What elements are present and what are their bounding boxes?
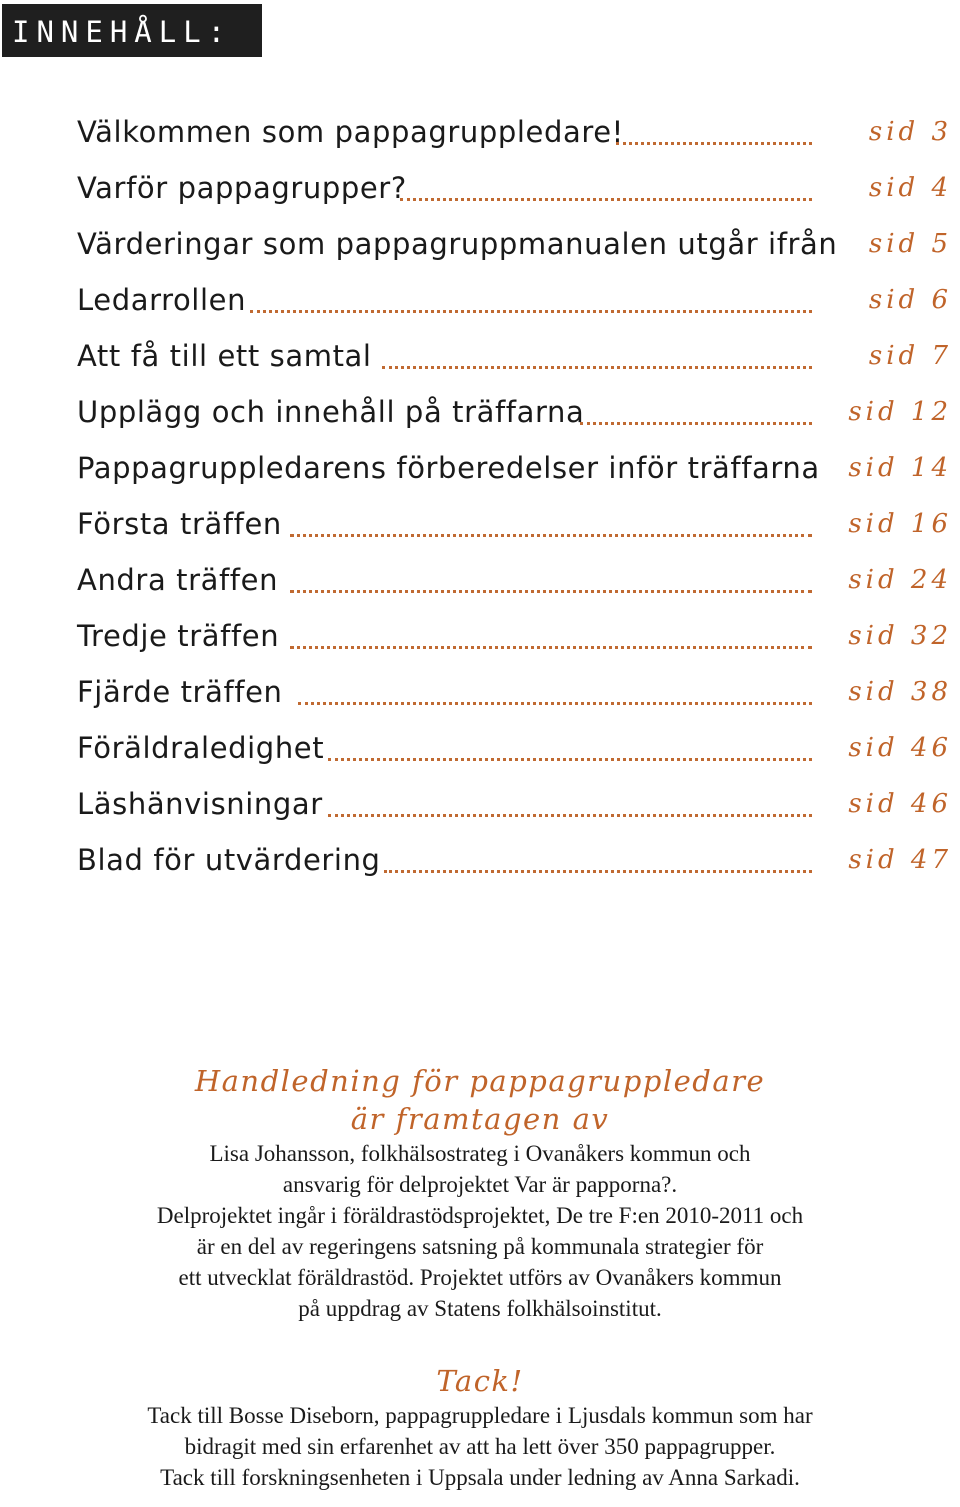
text-line: ett utvecklat föräldrastöd. Projektet utförs av Ovanåkers kommun [178, 1265, 782, 1290]
text-line: Delprojektet ingår i föräldrastödsprojektet, De tre F:en 2010-2011 och [156, 1203, 804, 1228]
thanks-text [0, 1400, 960, 1493]
text-line: Tack till Bosse Diseborn, pappagruppledare i Ljusdals kommun som har [147, 1403, 813, 1428]
toc-entry-page: sid 32 [848, 621, 952, 651]
toc-entry-title: Tredje träffen [77, 619, 280, 653]
toc-entry-page: sid 12 [848, 397, 952, 427]
toc-entry-title: Föräldraledighet [77, 731, 325, 765]
toc-entry-page: sid 38 [848, 677, 952, 707]
toc-entry-title: Pappagruppledarens förberedelser inför träffarna [77, 451, 820, 485]
toc-entry-page: sid 7 [868, 341, 952, 371]
toc-leader-dots [328, 810, 812, 817]
toc-entry[interactable] [0, 674, 960, 730]
toc-entry-page: sid 47 [848, 845, 952, 875]
toc-entry[interactable] [0, 506, 960, 562]
toc-leader-dots [298, 698, 812, 705]
toc-entry-title: Andra träffen [77, 563, 279, 597]
text-line: bidragit med sin erfarenhet av att ha lett över 350 pappagrupper. [184, 1434, 776, 1459]
toc-entry-title: Upplägg och innehåll på träffarna [77, 395, 585, 429]
toc-entry[interactable] [0, 170, 960, 226]
toc-entry-title: Att få till ett samtal [77, 339, 372, 373]
text-line: är en del av regeringens satsning på kommunala strategier för [196, 1234, 764, 1259]
credits-section [0, 1062, 960, 1493]
toc-entry[interactable] [0, 114, 960, 170]
toc-entry-page: sid 46 [848, 733, 952, 763]
toc-entry-title: Första träffen [77, 507, 282, 541]
toc-leader-dots [290, 530, 812, 537]
toc-entry[interactable] [0, 338, 960, 394]
toc-entry-title: Blad för utvärdering [77, 843, 381, 877]
text-line: Lisa Johansson, folkhälsostrateg i Ovanåkers kommun och [209, 1141, 751, 1166]
toc-entry[interactable] [0, 730, 960, 786]
toc-entry-title: Läshänvisningar [77, 787, 323, 821]
toc-leader-dots [382, 362, 812, 369]
toc-entry[interactable] [0, 226, 960, 282]
toc-leader-dots [290, 586, 812, 593]
credits-author-text [0, 1138, 960, 1324]
toc-leader-dots [384, 866, 812, 873]
toc-leader-dots [400, 194, 812, 201]
toc-entry[interactable] [0, 618, 960, 674]
toc-leader-dots [290, 642, 812, 649]
toc-entry-title: Välkommen som pappagruppledare! [77, 115, 624, 149]
toc-entry[interactable] [0, 450, 960, 506]
toc-leader-dots [580, 418, 812, 425]
text-line: ansvarig för delprojektet Var är papporna?. [282, 1172, 678, 1197]
toc-entry-title: Ledarrollen [77, 283, 247, 317]
header-bar [2, 4, 262, 57]
toc-entry-page: sid 3 [868, 117, 952, 147]
credits-heading: Handledning för pappagruppledare [194, 1064, 766, 1098]
toc-entry-page: sid 16 [848, 509, 952, 539]
toc-leader-dots [616, 138, 812, 145]
toc-entry-page: sid 5 [868, 229, 952, 259]
credits-subheading: är framtagen av [350, 1102, 610, 1136]
text-line: Tack till forskningsenheten i Uppsala under ledning av Anna Sarkadi. [160, 1465, 800, 1490]
toc-entry-page: sid 46 [848, 789, 952, 819]
toc-entry-page: sid 14 [848, 453, 952, 483]
toc-entry[interactable] [0, 842, 960, 898]
toc-entry-page: sid 6 [868, 285, 952, 315]
toc-entry[interactable] [0, 562, 960, 618]
toc-leader-dots [250, 306, 812, 313]
thanks-heading: Tack! [436, 1364, 524, 1398]
toc-entry-page: sid 24 [848, 565, 952, 595]
text-line: på uppdrag av Statens folkhälsoinstitut. [298, 1296, 662, 1321]
toc-entry-title: Varför pappagrupper? [77, 171, 407, 205]
toc-entry[interactable] [0, 282, 960, 338]
toc-entry-title: Värderingar som pappagruppmanualen utgår ifrån [77, 227, 838, 261]
page-title: INNEHÅLL: [12, 15, 233, 49]
toc-entry-page: sid 4 [868, 173, 952, 203]
toc-entry[interactable] [0, 786, 960, 842]
toc-leader-dots [328, 754, 812, 761]
toc-entry[interactable] [0, 394, 960, 450]
toc-entry-title: Fjärde träffen [77, 675, 283, 709]
